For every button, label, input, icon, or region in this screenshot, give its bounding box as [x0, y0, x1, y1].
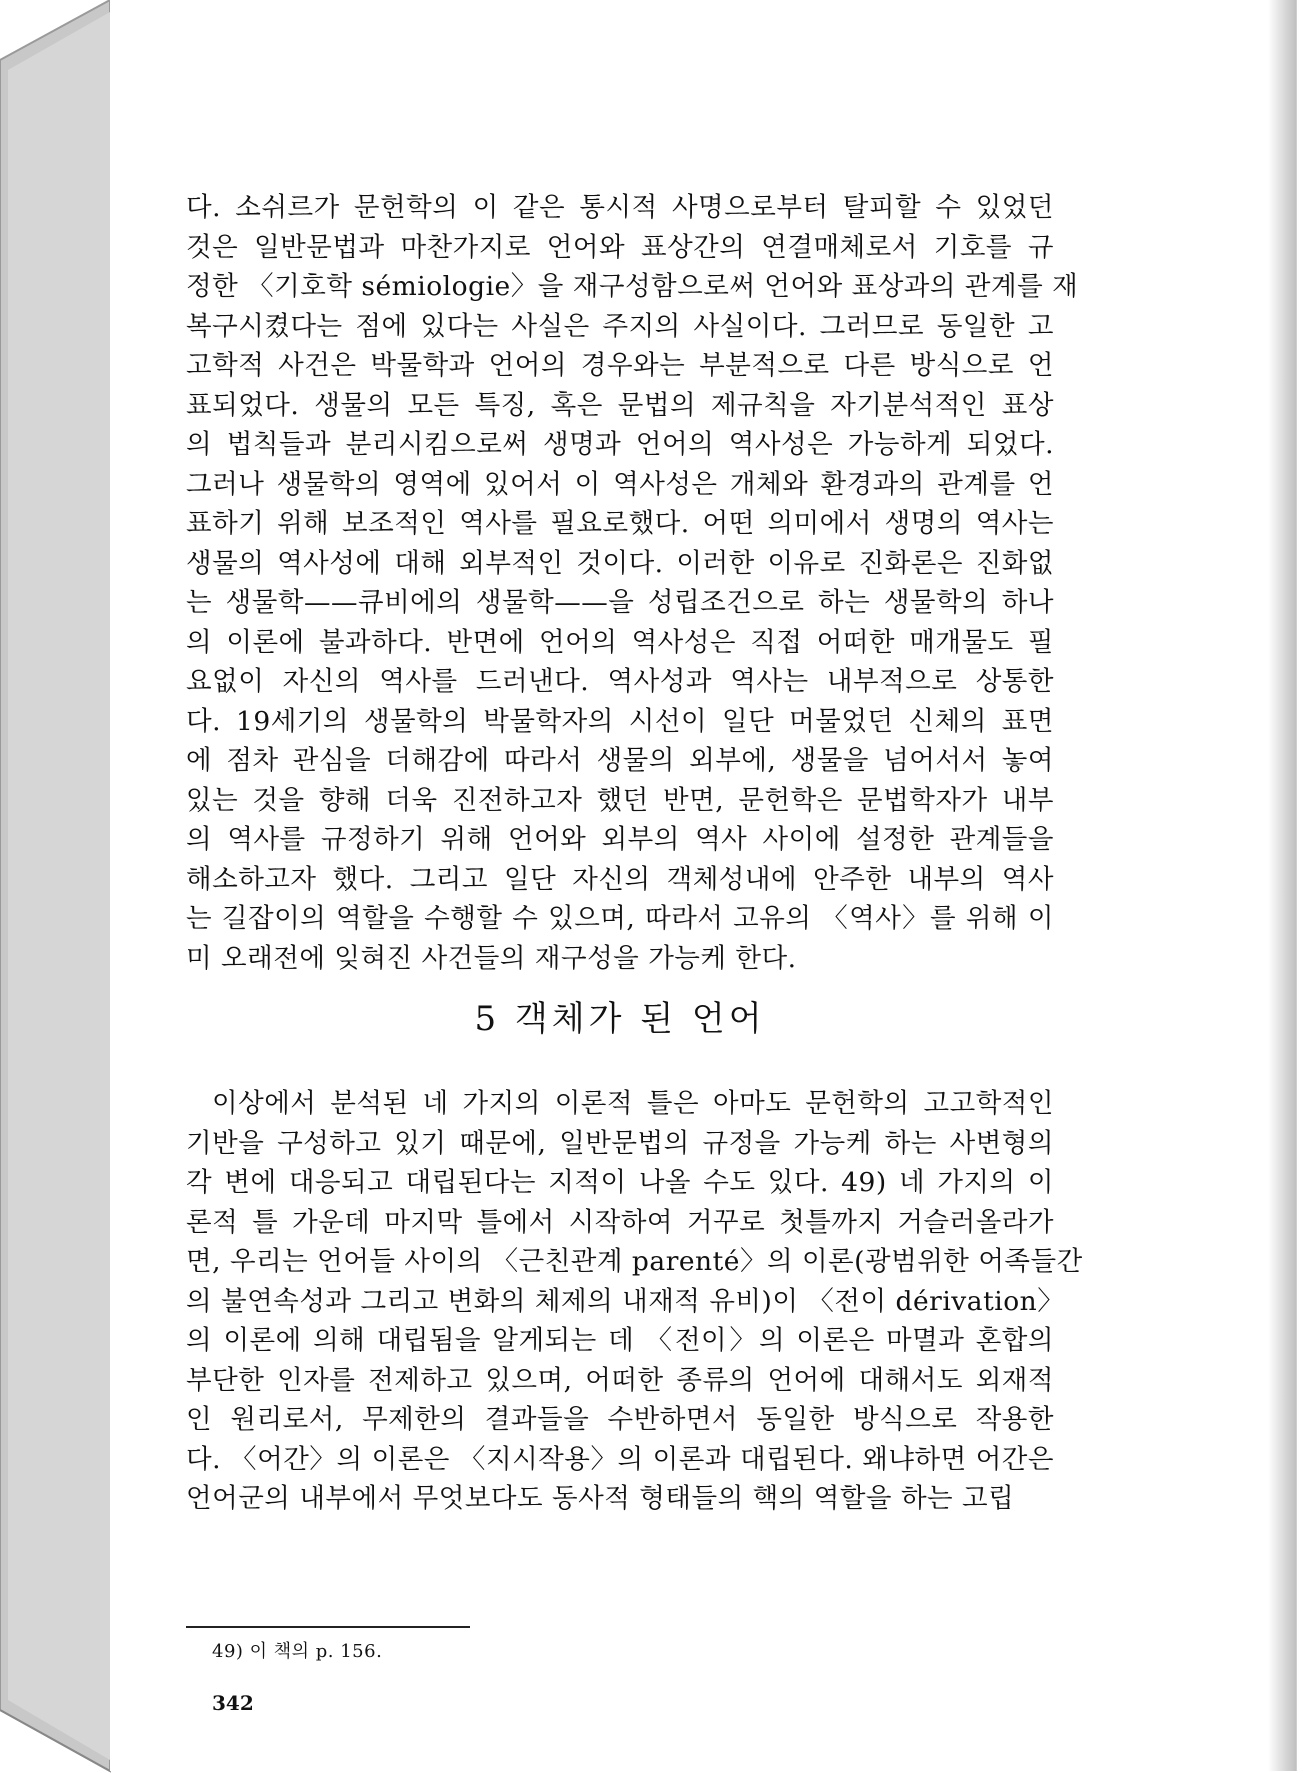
text-line: 이상에서 분석된 네 가지의 이론적 틀은 아마도 문헌학의 고고학적인: [212, 1088, 1054, 1119]
paragraph-1: [186, 188, 1079, 978]
text-line: 고학적 사건은 박물학과 언어의 경우와는 부분적으로 다른 방식으로 언: [186, 350, 1054, 381]
text-line: 면, 우리는 언어들 사이의 〈근친관계 parenté〉의 이론(광범위한 어족들간: [186, 1246, 1083, 1277]
text-line: 미 오래전에 잊혀진 사건들의 재구성을 가능케 한다.: [186, 942, 797, 974]
section-title: 5 객체가 된 언어: [474, 999, 766, 1039]
text-line: 론적 틀 가운데 마지막 틀에서 시작하여 거꾸로 첫틀까지 거슬러올라가: [186, 1206, 1054, 1238]
text-line: 기반을 구성하고 있기 때문에, 일반문법의 규정을 가능케 하는 사변형의: [186, 1127, 1054, 1159]
text-line: 각 변에 대응되고 대립된다는 지적이 나올 수도 있다. 49) 네 가지의 이: [186, 1167, 1054, 1198]
text-line: 표하기 위해 보조적인 역사를 필요로했다. 어떤 의미에서 생명의 역사는: [186, 508, 1054, 539]
text-line: 해소하고자 했다. 그리고 일단 자신의 객체성내에 안주한 내부의 역사: [186, 863, 1054, 895]
text-line: 부단한 인자를 전제하고 있으며, 어떠한 종류의 언어에 대해서도 외재적: [186, 1364, 1054, 1396]
text-line: 의 이론에 불과하다. 반면에 언어의 역사성은 직접 어떠한 매개물도 필: [186, 626, 1054, 658]
text-line: 정한 〈기호학 sémiologie〉을 재구성함으로써 언어와 표상과의 관계를 재: [186, 271, 1079, 302]
text-line: 의 이론에 의해 대립됨을 알게되는 데 〈전이〉의 이론은 마멸과 혼합의: [186, 1325, 1054, 1356]
text-line: 의 불연속성과 그리고 변화의 체제의 내재적 유비)이 〈전이 dérivation〉: [186, 1285, 1065, 1317]
text-block: [186, 188, 1083, 1514]
text-line: 에 점차 관심을 더해감에 따라서 생물의 외부에, 생물을 넘어서서 놓여: [186, 745, 1054, 776]
paragraph-2: [186, 1084, 1083, 1519]
text-line: 의 법칙들과 분리시킴으로써 생명과 언어의 역사성은 가능하게 되었다.: [186, 429, 1054, 460]
text-line: 는 생물학——큐비에의 생물학——을 성립조건으로 하는 생물학의 하나: [186, 587, 1054, 618]
footnote: 49) 이 책의 p. 156.: [212, 1641, 383, 1662]
text-line: 그러나 생물학의 영역에 있어서 이 역사성은 개체와 환경과의 관계를 언: [186, 468, 1054, 500]
text-line: 다. 〈어간〉의 이론은 〈지시작용〉의 이론과 대립된다. 왜냐하면 어간은: [186, 1443, 1054, 1475]
text-line: 다. 소쉬르가 문헌학의 이 같은 통시적 사명으로부터 탈피할 수 있었던: [186, 192, 1054, 223]
text-line: 인 원리로서, 무제한의 결과들을 수반하면서 동일한 방식으로 작용한: [186, 1404, 1054, 1435]
text-line: 표되었다. 생물의 모든 특징, 혹은 문법의 제규칙을 자기분석적인 표상: [186, 389, 1054, 421]
text-line: 요없이 자신의 역사를 드러낸다. 역사성과 역사는 내부적으로 상통한: [186, 666, 1054, 697]
page-edge-shadow: [1268, 0, 1296, 1771]
text-line: 다. 19세기의 생물학의 박물학자의 시선이 일단 머물었던 신체의 표면: [186, 705, 1054, 737]
page-number: 342: [212, 1691, 254, 1715]
footnote-divider: [186, 1626, 470, 1628]
text-line: 것은 일반문법과 마찬가지로 언어와 표상간의 연결매체로서 기호를 규: [186, 231, 1054, 263]
text-line: 는 길잡이의 역할을 수행할 수 있으며, 따라서 고유의 〈역사〉를 위해 이: [186, 903, 1054, 934]
text-line: 생물의 역사성에 대해 외부적인 것이다. 이러한 이유로 진화론은 진화없: [186, 547, 1054, 579]
text-line: 언어군의 내부에서 무엇보다도 동사적 형태들의 핵의 역할을 하는 고립: [186, 1483, 1015, 1514]
text-line: 복구시켰다는 점에 있다는 사실은 주지의 사실이다. 그러므로 동일한 고: [186, 310, 1054, 342]
text-line: 의 역사를 규정하기 위해 언어와 외부의 역사 사이에 설정한 관계들을: [186, 824, 1054, 855]
text-line: 있는 것을 향해 더욱 진전하고자 했던 반면, 문헌학은 문법학자가 내부: [186, 784, 1054, 816]
